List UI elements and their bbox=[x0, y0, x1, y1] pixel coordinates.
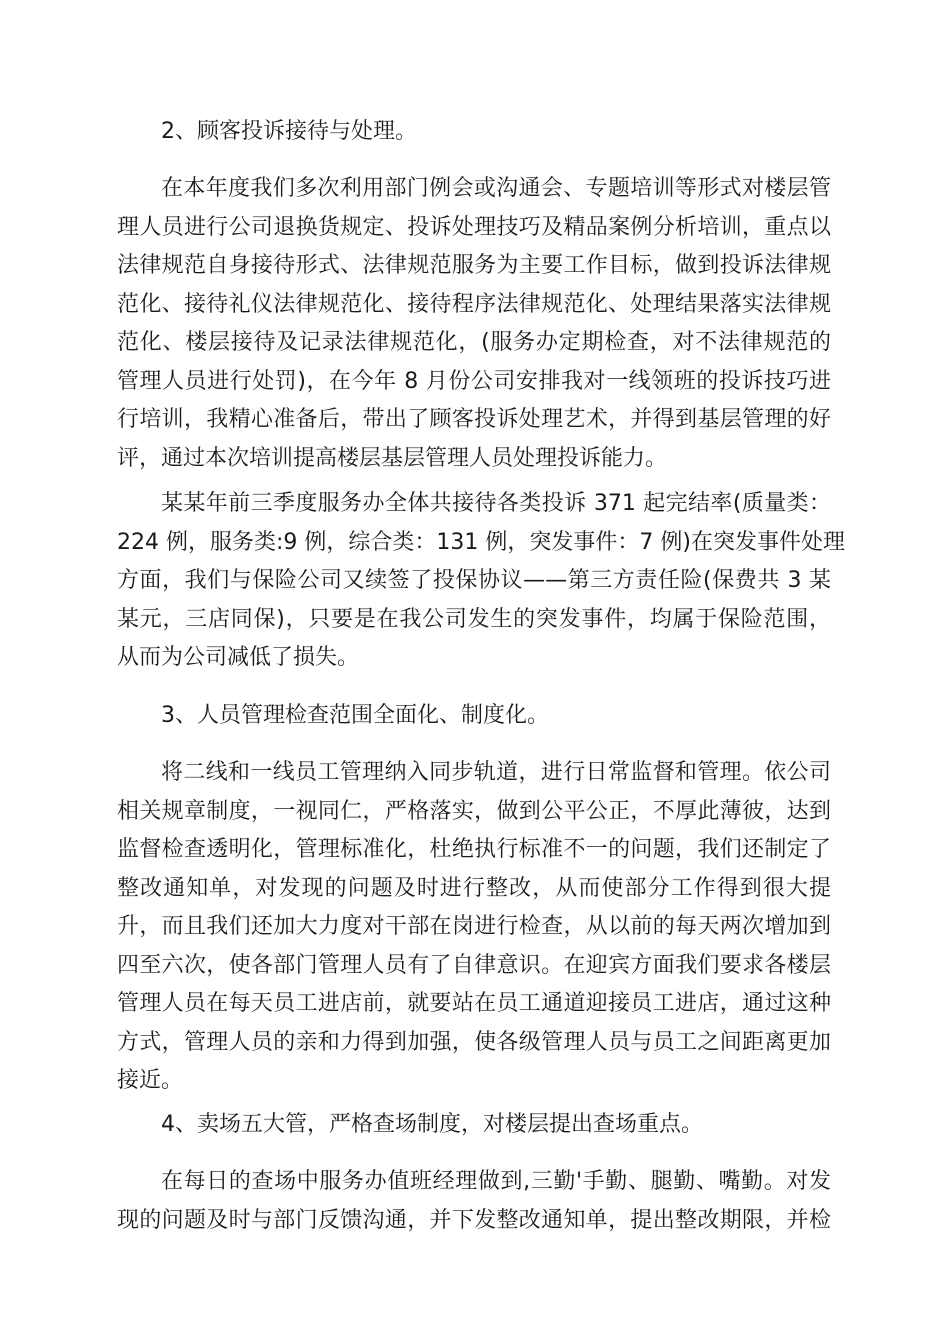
paragraph-line: 范化、接待礼仪法律规范化、接待程序法律规范化、处理结果落实法律规 bbox=[117, 291, 831, 317]
paragraph-line: 相关规章制度，一视同仁，严格落实，做到公平公正，不厚此薄彼，达到 bbox=[117, 798, 831, 824]
paragraph-line: 从而为公司减低了损失。 bbox=[117, 645, 360, 670]
section-heading-2 bbox=[117, 113, 831, 152]
paragraph-line: 将二线和一线员工管理纳入同步轨道，进行日常监督和管理。依公司 bbox=[161, 760, 831, 785]
heading-text: 3、人员管理检查范围全面化、制度化。 bbox=[161, 703, 549, 728]
paragraph-line: 四至六次，使各部门管理人员有了自律意识。在迎宾方面我们要求各楼层 bbox=[117, 952, 831, 978]
paragraph-line: 在本年度我们多次利用部门例会或沟通会、专题培训等形式对楼层管 bbox=[161, 176, 831, 201]
paragraph-line: 评，通过本次培训提高楼层基层管理人员处理投诉能力。 bbox=[117, 445, 668, 471]
paragraph-floor-inspection bbox=[117, 1163, 831, 1240]
paragraph-staff-management bbox=[117, 754, 831, 1101]
paragraph-line: 方式，管理人员的亲和力得到加强，使各级管理人员与员工之间距离更加 bbox=[117, 1029, 831, 1055]
paragraph-line: 某某年前三季度服务办全体共接待各类投诉 371 起完结率(质量类： bbox=[161, 491, 831, 516]
heading-text: 2、顾客投诉接待与处理。 bbox=[161, 119, 417, 144]
paragraph-line: 管理人员进行处罚)，在今年 8 月份公司安排我对一线领班的投诉技巧进 bbox=[117, 368, 831, 394]
paragraph-line: 接近。 bbox=[117, 1068, 184, 1093]
paragraph-line: 现的问题及时与部门反馈沟通，并下发整改通知单，提出整改期限，并检 bbox=[117, 1207, 831, 1233]
paragraph-line: 范化、楼层接待及记录法律规范化，(服务办定期检查，对不法律规范的 bbox=[117, 330, 831, 355]
paragraph-line: 法律规范自身接待形式、法律规范服务为主要工作目标，做到投诉法律规 bbox=[117, 253, 831, 278]
paragraph-line: 行培训，我精心准备后，带出了顾客投诉处理艺术，并得到基层管理的好 bbox=[117, 407, 831, 432]
paragraph-line: 理人员进行公司退换货规定、投诉处理技巧及精品案例分析培训，重点以 bbox=[117, 214, 831, 240]
section-heading-4 bbox=[117, 1106, 831, 1145]
paragraph-line: 224 例，服务类:9 例，综合类：131 例，突发事件：7 例)在突发事件处理 bbox=[117, 529, 845, 555]
paragraph-line: 在每日的查场中服务办值班经理做到,三勤'手勤、腿勤、嘴勤。对发 bbox=[161, 1169, 831, 1194]
paragraph-line: 某元，三店同保)，只要是在我公司发生的突发事件，均属于保险范围， bbox=[117, 606, 831, 632]
paragraph-complaint-statistics bbox=[117, 485, 845, 678]
heading-text: 4、卖场五大管，严格查场制度，对楼层提出查场重点。 bbox=[161, 1112, 703, 1137]
paragraph-line: 方面，我们与保险公司又续签了投保协议——第三方责任险(保费共 3 某 bbox=[117, 568, 831, 593]
paragraph-complaint-training bbox=[117, 170, 831, 478]
section-heading-3 bbox=[117, 697, 831, 736]
paragraph-line: 整改通知单，对发现的问题及时进行整改，从而使部分工作得到很大提 bbox=[117, 875, 831, 901]
paragraph-line: 升，而且我们还加大力度对干部在岗进行检查，从以前的每天两次增加到 bbox=[117, 914, 831, 939]
paragraph-line: 管理人员在每天员工进店前，就要站在员工通道迎接员工进店，通过这种 bbox=[117, 991, 831, 1016]
paragraph-line: 监督检查透明化，管理标准化，杜绝执行标准不一的问题，我们还制定了 bbox=[117, 837, 831, 862]
